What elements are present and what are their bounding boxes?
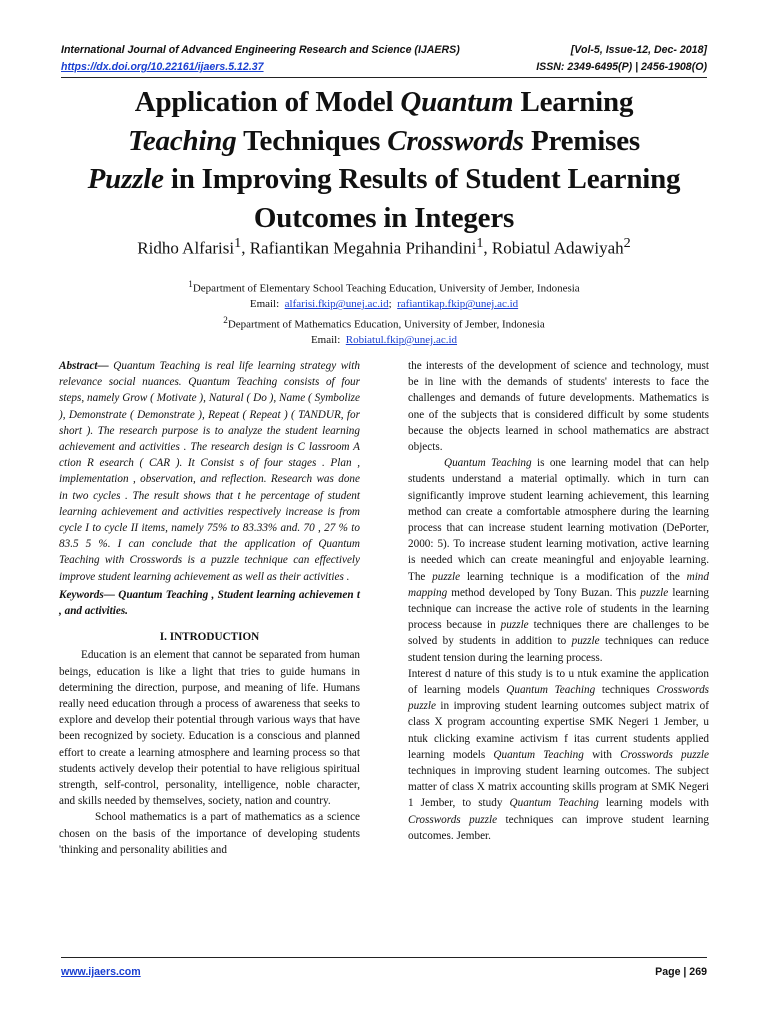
paper-title: [40, 83, 728, 237]
text-run: techniques in improving student learning outcomes. The subject matter of class X matrix accounting skills program at SMK Negeri 1 Jember, to study: [408, 765, 709, 810]
section-heading: I. INTRODUCTION: [159, 631, 260, 644]
italic-term: Quantum Teaching: [444, 457, 532, 470]
body-paragraph: [408, 666, 709, 844]
journal-name: International Journal of Advanced Engineering Research and Science (IJAERS): [61, 44, 460, 56]
author-name: Ridho Alfarisi: [137, 238, 235, 258]
affiliations: [0, 277, 768, 348]
title-text: in Improving Results of Student Learning: [163, 163, 681, 195]
title-italic: Teaching: [128, 124, 237, 157]
italic-term: Crosswords puzzle: [408, 684, 710, 713]
affiliation-2: [0, 313, 768, 333]
abstract-text: Quantum Teaching is real life learning strategy with relevance social nuances. Quantum Teaching consists of four steps, namely Grow ( Motivate ), Natural ( Do ), Name ( Symbolize ), Demonstrate ( Demonstrate ), Repeat ( Repeat ) ( TANDUR, for short ). The research purpose is to analyze the student learning achievement and activities . The research design is C lassroom A ction R esearch ( CAR ). It Consist s of four stages . Plan , implementation , observation, and reflection. Research was done in two cycles . The result shows that t he percentage of student learning achievement and activities respectively increase is from cycle I to cycle II items, namely 75% to 83.33% and. 70 , 27 % to 83.5 5 %. I can conclude that the application of Quantum Teaching with Crosswords is a puzzle technique can effectively improve student learning achievement as well as their activities .: [59, 360, 360, 583]
author-name: , Rafiantikan Megahnia Prihandini: [241, 238, 477, 258]
text-run: Interest d nature of this study is to u ntuk examine the application of learning models: [408, 667, 709, 697]
italic-term: puzzle: [640, 586, 669, 599]
text-run: is one learning model that can help students understand a material optimally. which in turn can significantly improve student learning achievement, this learning method can create a comfortable atmosphere during the learning process that can increase student learning motivation (DePorter, 2000: 5). To increase student learning motivation, active learning is needed which can create meaningful and enjoyable learning. The: [408, 457, 710, 583]
issn: ISSN: 2349-6495(P) | 2456-1908(O): [536, 61, 707, 73]
title-italic: Puzzle: [87, 163, 164, 195]
title-text: Application of Model: [134, 86, 401, 118]
title-italic: Crosswords: [387, 124, 524, 157]
abstract: [59, 358, 360, 585]
department-name: Department of Mathematics Education, University of Jember, Indonesia: [227, 318, 545, 331]
email-link[interactable]: alfarisi.fkip@unej.ac.id: [284, 298, 389, 311]
text-run: techniques there are challenges to be solved by students in addition to: [408, 619, 709, 648]
footer-divider: [61, 957, 707, 958]
affiliation-marker: 2: [223, 314, 228, 325]
department-name: Department of Elementary School Teaching Education, University of Jember, Indonesia: [192, 282, 580, 295]
affiliation-marker: 1: [188, 279, 193, 289]
italic-term: Crosswords puzzle: [408, 813, 498, 826]
text-run: learning technique is a modification of the: [460, 570, 687, 583]
title-text: Learning: [513, 86, 634, 118]
italic-term: Quantum Teaching: [493, 748, 584, 761]
text-run: learning technique can increase the active role of students in the learning process because in: [408, 586, 710, 632]
affiliation-marker: 2: [623, 235, 631, 251]
affiliation-1: [0, 277, 768, 297]
text-run: techniques can reduce student tension during the learning process.: [408, 635, 709, 664]
email-label: Email:: [249, 298, 280, 311]
title-italic: Quantum: [400, 86, 514, 118]
body-paragraph: [408, 455, 709, 666]
italic-term: Quantum Teaching: [509, 797, 599, 810]
title-text: Techniques: [236, 124, 388, 157]
italic-term: puzzle: [432, 570, 461, 583]
intro-paragraph: School mathematics is a part of mathematics as a science chosen on the basis of the importance of developing students 'thinking and personality abilities and: [59, 811, 360, 856]
email-separator: ;: [388, 298, 392, 311]
title-text: Outcomes in Integers: [253, 201, 515, 234]
keywords: Keywords— Quantum Teaching , Student learning achievemen t , and activities.: [59, 588, 360, 618]
italic-term: mind mapping: [408, 570, 709, 599]
italic-term: Crosswords puzzle: [620, 748, 709, 761]
affiliation-marker: 1: [476, 235, 484, 251]
header-divider: [61, 77, 707, 78]
abstract-label: Abstract—: [59, 360, 109, 372]
doi-link[interactable]: https://dx.doi.org/10.22161/ijaers.5.12.37: [61, 61, 264, 73]
italic-term: Quantum Teaching: [506, 684, 596, 697]
author-list: [0, 235, 768, 259]
text-run: method developed by Tony Buzan. This: [447, 586, 641, 599]
italic-term: puzzle: [571, 635, 600, 648]
author-name: , Robiatul Adawiyah: [483, 238, 624, 258]
email-label: Email:: [310, 333, 341, 346]
title-text: Premises: [523, 124, 640, 157]
email-link[interactable]: Robiatul.fkip@unej.ac.id: [345, 333, 458, 346]
text-run: with: [583, 748, 621, 761]
website-link[interactable]: www.ijaers.com: [61, 966, 141, 978]
text-run: techniques can improve student learning outcomes. Jember.: [408, 813, 709, 842]
text-run: learning models with: [598, 797, 709, 810]
affiliation-marker: 1: [234, 235, 242, 251]
body-paragraph: the interests of the development of science and technology, must be in line with the demands of students' interests to face the challenges and demands of future developments. Mathematics is one of the subjects that is considered difficult by some students because the objects learned in school mathematics are abstract objects.: [408, 360, 709, 454]
page-number: Page | 269: [655, 966, 707, 978]
email-link[interactable]: rafiantikap.fkip@unej.ac.id: [397, 298, 519, 311]
email-line-1: [0, 297, 768, 313]
left-column: [59, 358, 360, 858]
italic-term: puzzle: [500, 619, 529, 632]
volume-issue: [Vol-5, Issue-12, Dec- 2018]: [570, 44, 707, 56]
right-column: [408, 358, 709, 844]
email-line-2: [0, 333, 768, 349]
text-run: in improving student learning outcomes subject matrix of class X program accounting expertise SMK Negeri 1 Jember, u ntuk clicking examine activism f itas current students applied learning models: [408, 700, 709, 761]
intro-paragraph: Education is an element that cannot be separated from human beings, education is like a light that tries to guide humans in determining the direction, purpose, and meaning of life. Humans really need education through a process of awareness that seeks to explore and develop their potential through various ways that have been recognized by society. Education is a conscious and planned effort to create a learning atmosphere and learning process so that students actively develop their potential to have religious spiritual strength, self-control, personality, intelligence, noble character, and skills needed by themselves, society, nation and country.: [59, 649, 360, 808]
text-run: techniques: [595, 684, 657, 697]
